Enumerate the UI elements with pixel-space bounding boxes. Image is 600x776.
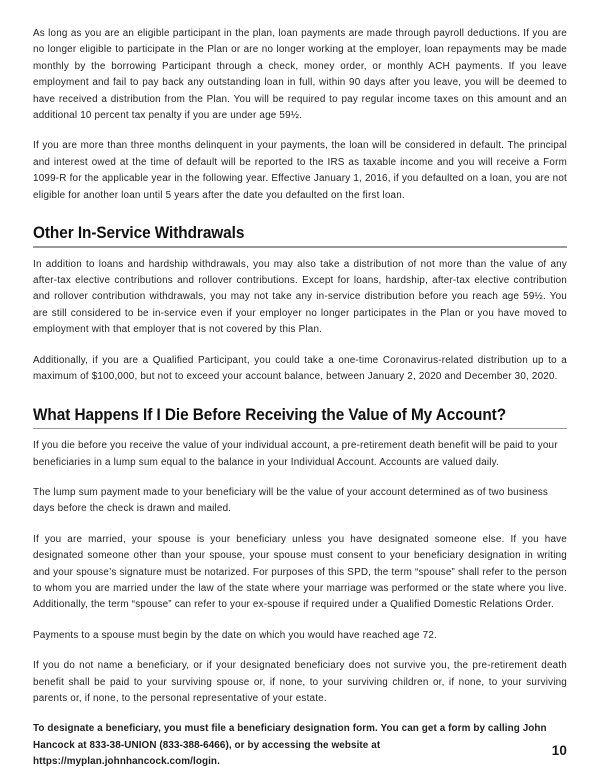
page-number: 10 <box>551 743 567 758</box>
paragraph-designate-beneficiary-contact: To designate a beneficiary, you must file a beneficiary designation form. You can get a form by calling John Hancock at 833-38-UNION (833-388-6466), or by accessing the website at https://myplan.johnhancock.com/login. <box>33 723 547 768</box>
paragraph-in-service-distribution-rules: In addition to loans and hardship withdrawals, you may also take a distribution of not more than the value of any after-tax elective contributions and rollover contributions. Except for loans, hardship, after-tax elective contribution and rollover contribution withdrawals, you may not take any in-service distribution before you reach age 59½. You are still considered to be in-service even if your employer no longer participates in the Plan or you have moved to employment with that employer that is not covered by this Plan. <box>33 258 567 336</box>
paragraph-spouse-beneficiary-rules: If you are married, your spouse is your beneficiary unless you have designated someone else. If you have designated someone other than your spouse, your spouse must consent to your beneficiary designation in writing and your spouse’s signature must be notarized. For purposes of this SPD, the term “spouse” shall refer to the person to whom you are married under the law of the state where your marriage was performed or the state where you live. Additionally, the term “spouse” can refer to your ex-spouse if required under a Qualified Domestic Relations Order. <box>33 533 567 611</box>
section-death-benefit <box>33 406 567 430</box>
section-heading-rule <box>33 246 567 248</box>
paragraph-loan-default-terms: If you are more than three months delinquent in your payments, the loan will be considered in default. The principal and interest owed at the time of default will be reported to the IRS as taxable income and you will receive a Form 1099-R for the applicable year in the following year. Effective January 1, 2016, if you defaulted on a loan, you are not eligible for another loan until 5 years after the date you defaulted on the first loan. <box>33 140 567 201</box>
section-other-in-service-withdrawals <box>33 224 567 248</box>
section-heading-death-benefit: What Happens If I Die Before Receiving the Value of My Account? <box>33 405 507 424</box>
paragraph-coronavirus-related-distribution: Additionally, if you are a Qualified Participant, you could take a one-time Coronavirus-related distribution up to a maximum of $100,000, but not to exceed your account balance, between January 2, 2020 and December 30, 2020. <box>33 354 567 383</box>
paragraph-pre-retirement-death-benefit: If you die before you receive the value of your individual account, a pre-retirement death benefit will be paid to your beneficiaries in a lump sum equal to the balance in your Individual Account. Accounts are valued daily. <box>33 440 558 468</box>
paragraph-spouse-payment-start-age: Payments to a spouse must begin by the date on which you would have reached age 72. <box>33 629 438 641</box>
paragraph-loan-repayment-terms: As long as you are an eligible participant in the plan, loan payments are made through payroll deductions. If you are no longer eligible to participate in the Plan or are no longer working at the employer, loan repayments may be made monthly by the borrowing Participant through a check, money order, or monthly ACH payments. If you leave employment and fail to pay back any outstanding loan in full, within 90 days after you leave, you will be deemed to have received a distribution from the Plan. You will be required to pay regular income taxes on this amount and an additional 10 percent tax penalty if you are under age 59½. <box>33 28 567 122</box>
document-body <box>33 26 567 771</box>
paragraph-lump-sum-valuation: The lump sum payment made to your beneficiary will be the value of your account determined as of two business days before the check is drawn and mailed. <box>33 486 549 515</box>
section-heading-rule <box>33 428 567 430</box>
paragraph-default-beneficiary-order: If you do not name a beneficiary, or if your designated beneficiary does not survive you, the pre-retirement death benefit shall be paid to your surviving spouse or, if none, to your surviving children or, if none, to your surviving parents or, if none, to the personal representative of your estate. <box>33 660 567 704</box>
section-heading-other-in-service-withdrawals: Other In-Service Withdrawals <box>33 224 245 243</box>
